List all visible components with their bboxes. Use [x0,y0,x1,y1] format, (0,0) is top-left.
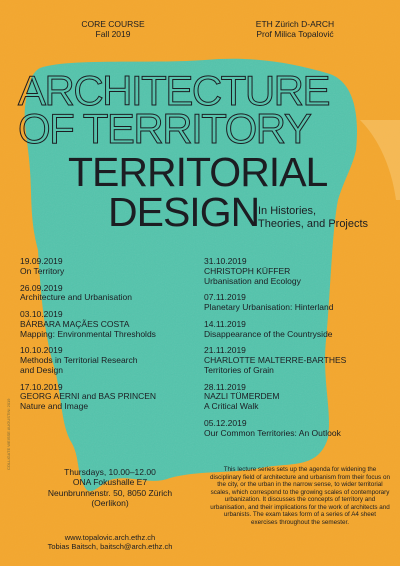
session-date: 10.10.2019 [20,345,63,356]
session-title-cont: and Design [20,364,64,375]
outline-title-line2: OF TERRITORY [18,105,311,152]
session-entry [204,257,346,286]
session-speaker: GEORG AERNI and BAS PRINCEN [20,391,157,402]
session-title: Mapping: Environmental Thresholds [20,328,156,339]
session-entry [20,383,156,412]
contact-email[interactable]: Tobias Baitsch, baitsch@arch.ethz.ch [47,542,173,551]
session-entry [20,257,156,277]
session-speaker: BÁRBARA MAÇÃES COSTA [20,318,130,329]
design-credit: COLLIGATE WEISSE AUGUSTINI 2019 [6,398,11,470]
website-link[interactable]: www.topalovic.arch.ethz.ch [64,533,156,542]
session-date: 17.10.2019 [20,381,63,392]
session-entry [20,310,156,339]
session-title: On Territory [20,265,65,276]
session-title: Nature and Image [20,401,89,412]
session-title: Our Common Territories: An Outlook [204,427,341,438]
session-speaker: NAZLI TÜMERDEM [204,391,280,402]
session-title: Urbanisation and Ecology [204,275,301,286]
session-date: 14.11.2019 [204,318,246,329]
course-label [58,20,168,40]
session-entry [204,293,346,313]
institution-label [235,20,355,40]
professor-name: Prof Milica Topalović [256,28,334,39]
contact-block [20,533,200,551]
venue-address: Neunbrunnenstr. 50, 8050 Zürich [47,487,173,498]
session-date: 21.11.2019 [204,345,246,356]
course-description: This lecture series sets up the agenda for widening the disciplinary field of architecture and urbanism from their focus on the city, or the urban in the narrow sense, to wider territorial scales, which correspond to the growing scales of contemporary urbanization. It discusses the concepts of territory and urbanisation, and their implications for the work of architects and urbanists. The exam takes form of a series of A4 sheet exercises throughout the semester. [210,466,390,526]
session-date: 19.09.2019 [20,256,63,266]
session-date: 03.10.2019 [20,309,63,320]
venue-room: ONA Fokushalle E7 [72,477,148,488]
session-title: Territories of Grain [204,364,274,375]
session-entry [204,383,346,412]
subtitle [258,205,368,231]
session-date: 26.09.2019 [20,282,63,293]
course-type: CORE COURSE [81,19,145,29]
venue-time: Thursdays, 10.00–12.00 [64,467,156,477]
session-date: 05.12.2019 [204,417,247,428]
session-date: 07.11.2019 [204,292,246,303]
session-entry [20,346,156,375]
session-speaker: CHRISTOPH KÜFFER [204,265,291,276]
session-date: 31.10.2019 [204,256,247,266]
session-entry [204,346,346,375]
session-title: Disappearance of the Countryside [204,328,333,339]
session-title: Methods in Territorial Research [20,355,138,366]
course-semester: Fall 2019 [95,28,131,39]
session-entry [20,284,156,304]
venue-district: (Oerlikon) [91,498,129,509]
venue-block [40,467,180,508]
session-title: Architecture and Urbanisation [20,292,132,303]
main-title-line1: TERRITORIAL [68,149,328,195]
session-speaker: CHARLOTTE MALTERRE-BARTHES [204,355,347,366]
session-title: Planetary Urbanisation: Hinterland [204,302,334,313]
session-entry [204,419,346,439]
subtitle-line2: Theories, and Projects [258,218,369,231]
outline-title-line1: ARCHITECTURE [18,67,330,114]
sessions-left-column [20,257,156,419]
session-date: 28.11.2019 [204,381,246,392]
session-title: A Critical Walk [204,401,259,412]
session-entry [204,320,346,340]
institution-name: ETH Zürich D-ARCH [255,19,335,29]
sessions-right-column [204,257,346,445]
subtitle-line1: In Histories, [258,205,317,217]
main-title-line2: DESIGN [108,189,260,235]
